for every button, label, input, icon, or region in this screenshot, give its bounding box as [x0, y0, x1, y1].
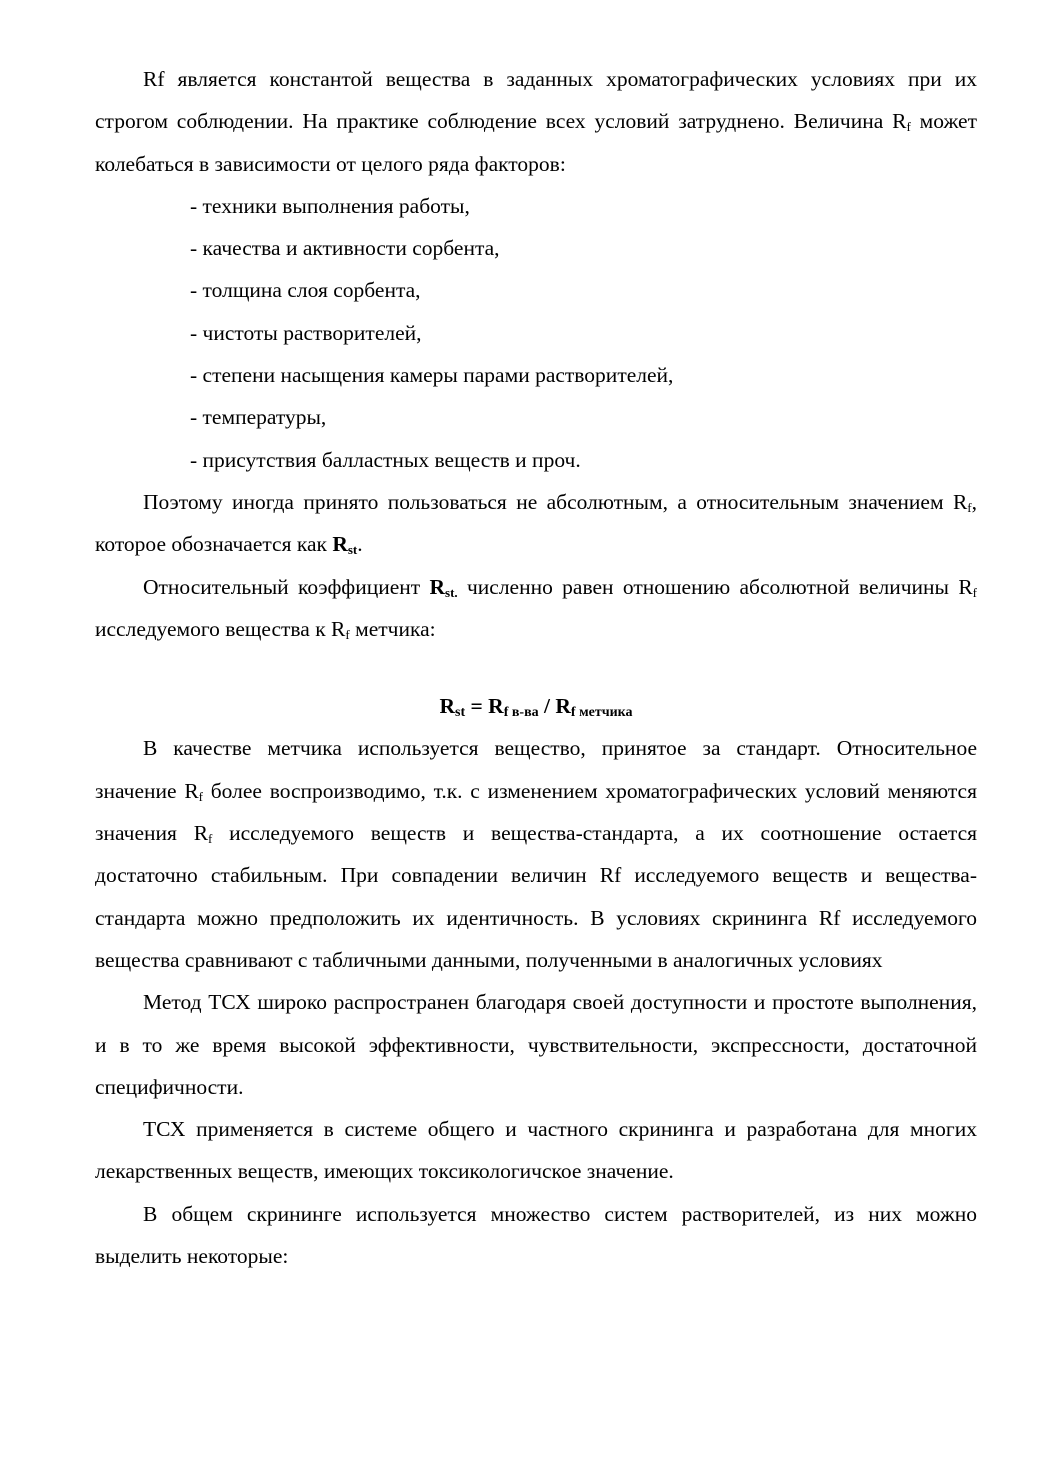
paragraph-relative-value: Поэтому иногда принято пользоваться не абсолютным, а относительным значением $R_f$, которое обозначается как $R_{st}$. [95, 489, 977, 558]
list-item: - степени насыщения камеры парами растворителей, [190, 363, 674, 388]
paragraph-tlc-method: Метод ТСХ широко распространен благодаря своей доступности и простоте выполнения, и в то же время высокой эффективности, чувствительности, экспрессности, достаточной специфичности. [95, 990, 977, 1099]
rst-symbol: $R_{st.}$ [429, 574, 458, 600]
paragraph-solvent-systems: В общем скрининге используется множество систем растворителей, из них можно выделить некоторые: [95, 1201, 977, 1269]
list-item: - присутствия балластных веществ и проч. [190, 447, 581, 472]
list-item: - чистоты растворителей, [190, 320, 422, 345]
paragraph-rf-constant: Rf является константой вещества в заданных хроматографических условиях при их строгом соблюдении. На практике соблюдение всех условий затруднено. Величина $R_f$ может колебаться в зависимости от целого ряда факторов: [95, 67, 977, 176]
list-item: - температуры, [190, 405, 327, 430]
paragraph-tlc-screening: ТСХ применяется в системе общего и частного скрининга и разработана для многих лекарственных веществ, имеющих токсикологичское значение. [95, 1117, 977, 1184]
paragraph-relative-coefficient: Относительный коэффициент $R_{st.}$ численно равен отношению абсолютной величины $R_f$ исследуемого вещества к $R_f$ метчика: [95, 574, 977, 642]
list-item: - качества и активности сорбента, [190, 236, 500, 261]
list-item: - техники выполнения работы, [190, 193, 470, 218]
document-page [95, 58, 977, 1277]
rst-formula: $R_{st} = R_{f в-ва} / R_{f метчика}$ [439, 694, 633, 721]
factors-list [95, 185, 977, 481]
rst-symbol: $R_{st}$ [332, 532, 358, 558]
list-item: - толщина слоя сорбента, [190, 278, 421, 303]
paragraph-standard: В качестве метчика используется вещество, принятое за стандарт. Относительное значение $R_f$ более воспроизводимо, т.к. с изменением хроматографических условий меняются значения $R_f$ исследуемого веществ и вещества-стандарта, а их соотношение остается достаточно стабильным. При совпадении величин Rf исследуемого веществ и вещества-стандарта можно предположить их идентичность. В условиях скрининга Rf исследуемого вещества сравнивают с табличными данными, полученными в аналогичных условиях [95, 736, 978, 972]
